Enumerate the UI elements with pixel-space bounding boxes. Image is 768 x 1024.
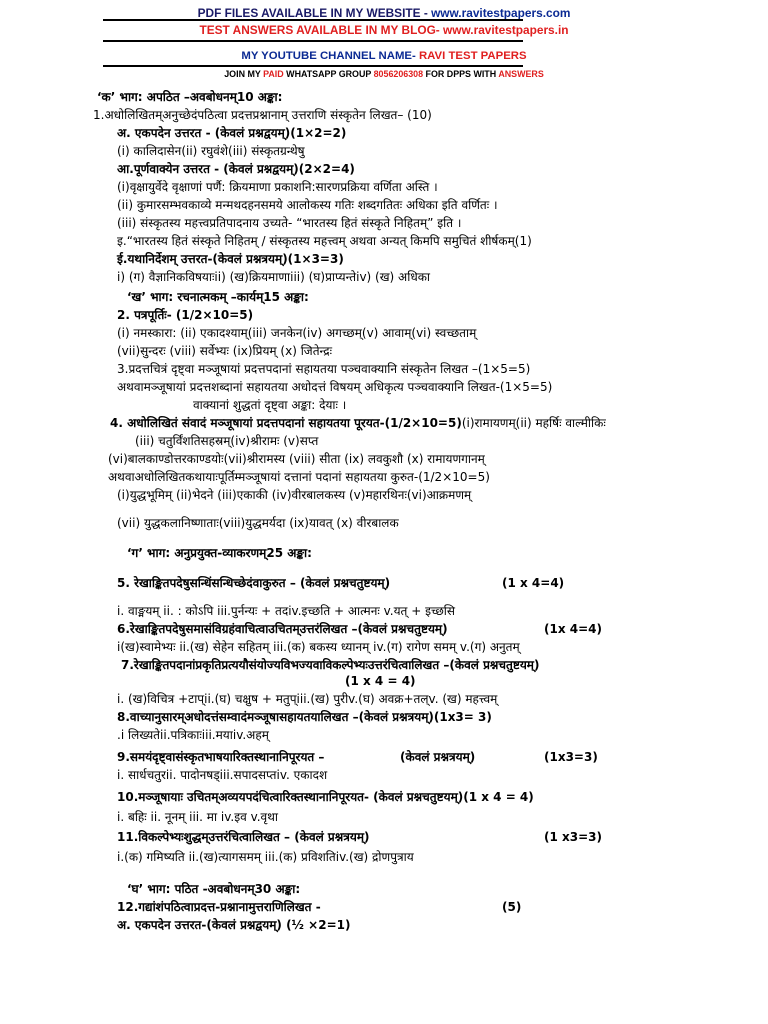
blog-banner: TEST ANSWERS AVAILABLE IN MY BLOG- www.ravitestpapers.in xyxy=(199,23,569,37)
answer-line: (vii) युद्धकलानिष्णाताः(viii)युद्धमर्यदा (ix)यावत् (x) वीरबालक xyxy=(117,516,399,530)
youtube-banner: MY YOUTUBE CHANNEL NAME- RAVI TEST PAPERS xyxy=(241,50,527,62)
question-line: 1.अधोलिखितम्अनुच्छेदंपठित्वा प्रदत्तप्रश्नानाम् उत्तराणि संस्कृतेन लिखत– (10) xyxy=(93,108,432,122)
answer-line: (iii) चतुर्विंशतिसहस्रम्(iv)श्रीरामः (v)सप्त xyxy=(135,434,319,448)
question-line: 9.समयंदृष्ट्वासंस्कृतभाषयारिक्तस्थानानिपूरयत – xyxy=(117,750,325,764)
answer-line: (iii) संस्कृतस्य महत्त्वप्रतिपादनाय उच्यते- “भारतस्य हितं संस्कृते निहितम्” इति । xyxy=(117,216,462,230)
website-link[interactable]: www.ravitestpapers.com xyxy=(431,6,571,20)
question-line: 7.रेखाङ्कितपदानांप्रकृतिप्रत्ययौसंयोज्यविभज्यवाविकल्पेभ्यःउत्तरंचित्वालिखत –(केवलं प्रश्नचतुष्टयम्) xyxy=(121,658,540,672)
whatsapp-banner: JOIN MY PAID WHATSAPP GROUP 8056206308 FOR DPPS WITH ANSWERS xyxy=(224,69,544,79)
section-heading: ‘घ’ भाग: पठित -अवबोधनम्30 अङ्का: xyxy=(127,882,301,896)
answer-line: i. वाङ्मयम् ii. : कोऽपि iii.पुर्नन्यः + तदiv.इच्छति + आत्मनः v.यत् + इच्छसि xyxy=(117,604,456,618)
marks-label: (1 x 4=4) xyxy=(502,576,565,590)
question-line: अथवामञ्जूषायां प्रदत्तशब्दानां सहायतया अधोदत्तं विषयम् अधिकृत्य पञ्चवाक्यानि लिखत-(1×5=5) xyxy=(117,380,553,394)
marks-label: (1 x3=3) xyxy=(544,830,602,844)
note-line: वाक्यानां शुद्धतां दृष्ट्वा अङ्का: देयाः । xyxy=(193,398,347,412)
answer-line: (i) नमस्कारा: (ii) एकादश्याम्(iii) जनकेन(iv) अगच्छम्(v) आवाम्(vi) स्वच्छताम् xyxy=(117,326,477,340)
header-rule xyxy=(103,65,523,67)
blog-link[interactable]: www.ravitestpapers.in xyxy=(443,23,569,37)
answer-line: i) (ग) वैज्ञानिकविषयाःii) (ख)क्रियमाणाiii) (घ)प्राप्यन्तेiv) (ख) अधिका xyxy=(117,270,431,284)
marks-label: (1x3=3) xyxy=(544,750,598,764)
question-line: अथवाअधोलिखितकथायाःपूर्तिम्मञ्जूषायां दत्तानां पदानां सहायतया कुरुत-(1/2×10=5) xyxy=(108,470,490,484)
answer-line: i. बहिः ii. नूनम् iii. मा iv.इव v.वृथा xyxy=(117,810,278,824)
answer-line: i. सार्धचतुरii. पादोनषड्iii.सपादसप्तiv. एकादश xyxy=(117,768,328,782)
header-rule xyxy=(103,40,523,42)
marks-label: (1x 4=4) xyxy=(544,622,602,636)
question-line: 3.प्रदत्तचित्रं दृष्ट्वा मञ्जूषायां प्रदत्तपदानां सहायतया पञ्चवाक्यानि संस्कृतेन लिखत –(1×5=5) xyxy=(117,362,531,376)
answer-line: (i)वृक्षायुर्वेदे वृक्षाणां पर्णै: क्रियमाणा प्रकाशनि:सारणप्रक्रिया वर्णिता अस्ति । xyxy=(117,180,438,194)
answer-line: (vi)बालकाण्डोत्तरकाण्डयोः(vii)श्रीरामस्य (viii) सीता (ix) लवकुशौ (x) रामायणगानम् xyxy=(108,452,485,466)
sub-heading: अ. एकपदेन उत्तरत-(केवलं प्रश्नद्वयम्) (½ ×2=1) xyxy=(117,918,351,932)
website-banner: PDF FILES AVAILABLE IN MY WEBSITE - www.ravitestpapers.com xyxy=(197,6,571,20)
section-heading: ‘ग’ भाग: अनुप्रयुक्त-व्याकरणम्25 अङ्का: xyxy=(127,546,312,560)
sub-heading: आ.पूर्णवाक्येन उत्तरत - (केवलं प्रश्नद्वयम्)(2×2=4) xyxy=(117,162,355,176)
question-line: 6.रेखाङ्कितपदेषुसमासंविग्रहंवाचित्वाउचितम्उत्तरंलिखत –(केवलं प्रश्नचतुष्टयम्) xyxy=(117,622,448,636)
answer-line: (vii)सुन्दरः (viii) सर्वेभ्यः (ix)प्रियम् (x) जितेन्द्रः xyxy=(117,344,333,358)
question-line: 2. पत्रपूर्तिः- (1/2×10=5) xyxy=(117,308,254,322)
answer-line: (i)युद्धभूमिम् (ii)भेदने (iii)एकाकी (iv)वीरबालकस्य (v)महारथिनः(vi)आक्रमणम् xyxy=(117,488,472,502)
answer-line: (i) कालिदासेन(ii) रघुवंशे(iii) संस्कृतग्रन्थेषु xyxy=(117,144,305,158)
question-line: 5. रेखाङ्कितपदेषुसन्धिंसन्धिच्छेदंवाकुरुत – (केवलं प्रश्नचतुष्टयम्) xyxy=(117,576,391,590)
section-heading: ‘क’ भाग: अपठित –अवबोधनम्10 अङ्का: xyxy=(97,90,283,104)
answer-line: (ii) कुमारसम्भवकाव्ये मन्मथदहनसमये आलोकस्य गतिः शब्दगतितः अधिका इति वर्णितः । xyxy=(117,198,498,212)
sub-heading: अ. एकपदेन उत्तरत - (केवलं प्रश्नद्वयम्)(1×2=2) xyxy=(117,126,347,140)
sub-heading: ई.यथानिर्देशम् उत्तरत-(केवलं प्रश्नत्रयम्)(1×3=3) xyxy=(117,252,344,266)
question-line: 8.वाच्यानुसारम्अधोदत्तंसम्वादंमञ्जूषासहायतयालिखत –(केवलं प्रश्नत्रयम्)(1x3= 3) xyxy=(117,710,492,724)
question-line: 11.विकल्पेभ्यःशुद्धम्उत्तरंचित्वालिखत – (केवलं प्रश्नत्रयम्) xyxy=(117,830,370,844)
section-heading: ‘ख’ भाग: रचनात्मकम् –कार्यम्15 अङ्का: xyxy=(127,290,309,304)
answer-line: i.(क) गमिष्यति ii.(ख)त्यागसमम् iii.(क) प्रविशतिiv.(ख) द्रोणपुत्राय xyxy=(117,850,414,864)
marks-label: (5) xyxy=(502,900,522,914)
answer-line: .i लिख्यतेii.पत्रिकाःiii.मयाiv.अहम् xyxy=(117,728,269,742)
question-note: (केवलं प्रश्नत्रयम्) xyxy=(400,750,476,764)
answer-line: i. (ख)विचित्र +टाप्ii.(घ) चक्षुष + मतुप्iii.(ख) पुरीv.(घ) अवक्र+तल्v. (ख) महत्त्वम् xyxy=(117,692,498,706)
question-line: 10.मञ्जूषायाः उचितम्अव्ययपदंचित्वारिक्तस्थानानिपूरयत- (केवलं प्रश्नचतुष्टयम्)(1 x 4 = 4) xyxy=(117,790,534,804)
question-line: 12.गद्यांशंपठित्वाप्रदत्त-प्रश्नानामुत्तराणिलिखत - xyxy=(117,900,321,914)
marks-label: (1 x 4 = 4) xyxy=(345,674,416,688)
answer-line: इ.“भारतस्य हितं संस्कृते निहितम् / संस्कृतस्य महत्त्वम् अथवा अन्यत् किमपि समुचितं शीर्षकम्(1) xyxy=(117,234,532,248)
answer-line: i(ख)स्वामेभ्यः ii.(ख) सेहेन सहितम् iii.(क) बकस्य ध्यानम् iv.(ग) रागेण समम् v.(ग) अनुतम् xyxy=(117,640,520,654)
header-rule xyxy=(103,19,523,21)
question-line: 4. अधोलिखितं संवादं मञ्जूषायां प्रदत्तपदानां सहायतया पूरयत-(1/2×10=5)(i)रामायणम्(ii) महर्षिः वाल्मीकिः xyxy=(110,416,606,430)
